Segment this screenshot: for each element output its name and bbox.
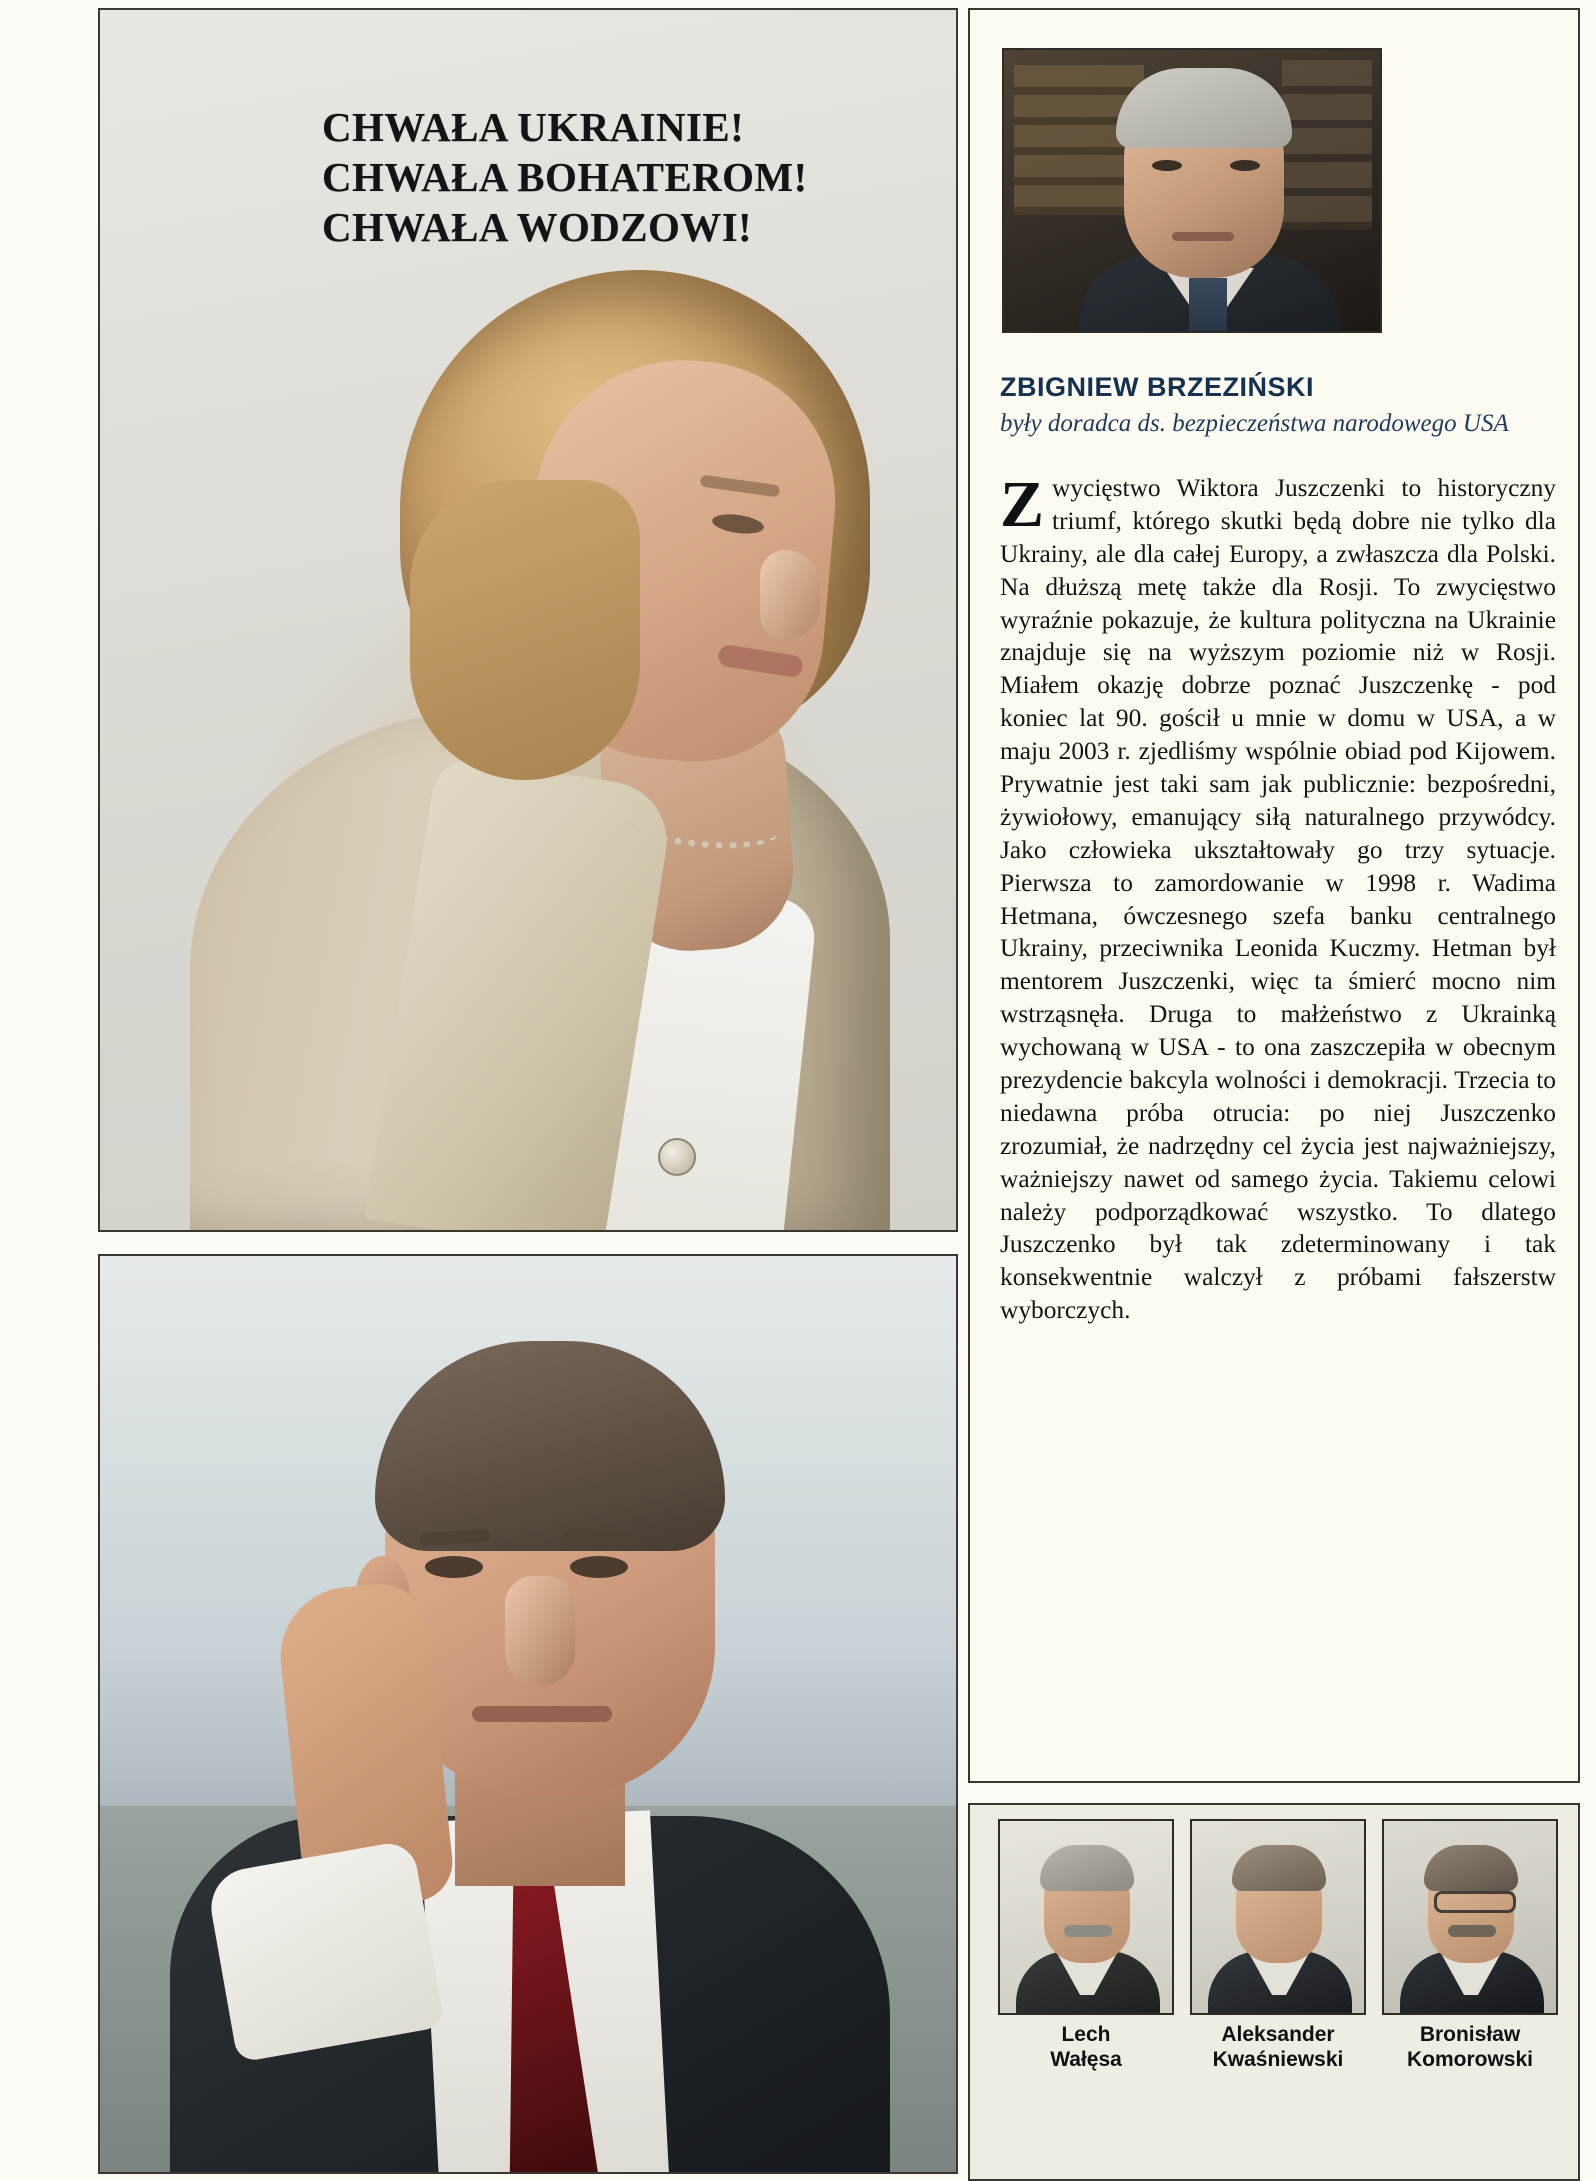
brzezinski-hair: [1116, 68, 1292, 148]
headline-line-2: CHWAŁA BOHATEROM!: [322, 154, 808, 201]
commentary-panel: [968, 8, 1580, 1783]
merkel-nose: [760, 550, 820, 640]
politicians-row: [998, 1819, 1558, 2073]
brzezinski-tie: [1189, 278, 1227, 333]
caption-line-2: Komorowski: [1406, 2047, 1534, 2071]
tusk-mouth: [472, 1706, 612, 1722]
jacket-button: [658, 1138, 696, 1176]
politician-card-komorowski: [1382, 1819, 1558, 2073]
glasses-icon: [1434, 1891, 1516, 1913]
komorowski-hair: [1424, 1845, 1518, 1891]
photo-komorowski: [1382, 1819, 1558, 2015]
commentary-text: [1000, 468, 1556, 1327]
politician-card-walesa: [998, 1819, 1174, 2073]
headline: [322, 102, 902, 252]
caption-line-2: Kwaśniewski: [1212, 2047, 1344, 2071]
brzezinski-eye-left: [1152, 160, 1182, 171]
caption-line-1: Bronisław: [1419, 2023, 1521, 2046]
politician-caption-kwasniewski: [1190, 2023, 1366, 2073]
caption-line-1: Lech: [1061, 2023, 1111, 2046]
photo-brzezinski: [1002, 48, 1382, 333]
caption-line-1: Aleksander: [1221, 2023, 1335, 2046]
author-name: ZBIGNIEW BRZEZIŃSKI: [1000, 372, 1314, 402]
photo-walesa: [998, 1819, 1174, 2015]
photo-merkel: [98, 8, 958, 1232]
walesa-hair: [1040, 1845, 1134, 1891]
tusk-shirt-cuff: [205, 1839, 445, 2063]
walesa-mustache: [1064, 1925, 1112, 1937]
komorowski-mustache: [1448, 1925, 1496, 1937]
author-role: były doradca ds. bezpieczeństwa narodowego USA: [1000, 410, 1509, 437]
drop-cap: Z: [1000, 468, 1045, 541]
photo-kwasniewski: [1190, 1819, 1366, 2015]
politician-caption-walesa: [998, 2023, 1174, 2073]
tusk-nose: [505, 1576, 575, 1686]
politicians-trio-box: [968, 1803, 1580, 2181]
politician-card-kwasniewski: [1190, 1819, 1366, 2073]
merkel-hair-side: [410, 480, 640, 780]
left-column: [98, 8, 958, 2173]
tusk-eye-right: [570, 1556, 628, 1578]
photo-tusk: [98, 1254, 958, 2174]
kwasniewski-hair: [1232, 1845, 1326, 1891]
bookshelf-right: [1282, 60, 1372, 230]
politician-caption-komorowski: [1382, 2023, 1558, 2073]
brzezinski-mouth: [1172, 232, 1234, 241]
brzezinski-eye-right: [1230, 160, 1260, 171]
commentary-body: wycięstwo Wiktora Juszczenki to historyczny triumf, którego skutki będą dobre nie tylko dla Ukrainy, ale dla całej Europy, a zwłaszcza dla Polski. Na dłuższą metę także dla Rosji. To zwycięstwo wyraźnie pokazuje, że kultura polityczna na Ukrainie znajduje się na wyższym poziomie niż w Rosji. Miałem okazję dobrze poznać Juszczenkę - pod koniec lat 90. gościł u mnie w domu w USA, a w maju 2003 r. zjedliśmy wspólnie obiad pod Kijowem. Prywatnie jest taki sam jak publicznie: bezpośredni, żywiołowy, emanujący siłą naturalnego przywódcy. Jako człowieka ukształtowały go trzy sytuacje. Pierwsza to zamordowanie w 1998 r. Wadima Hetmana, ówczesnego szefa banku centralnego Ukrainy, przeciwnika Leonida Kuczmy. Hetman był mentorem Juszczenki, więc ta śmierć mocno nim wstrząsnęła. Druga to małżeństwo z Ukrainką wychowaną w USA - to ona zaszczepiła w obecnym prezydencie bakcyla wolności i demokracji. Trzecia to niedawna próba otrucia: po niej Juszczenko zrozumiał, że nadrzędny cel życia jest najważniejszy, ważniejszy nawet od samego życia. Takiemu celowi należy podporządkować wszystko. To dlatego Juszczenko był tak zdeterminowany i tak konsekwentnie walczył z próbami fałszerstw wyborczych.: [1000, 474, 1556, 1325]
headline-line-3: CHWAŁA WODZOWI!: [322, 204, 753, 251]
caption-line-2: Wałęsa: [1050, 2047, 1122, 2071]
tusk-eye-left: [425, 1556, 483, 1578]
headline-line-1: CHWAŁA UKRAINIE!: [322, 104, 745, 150]
